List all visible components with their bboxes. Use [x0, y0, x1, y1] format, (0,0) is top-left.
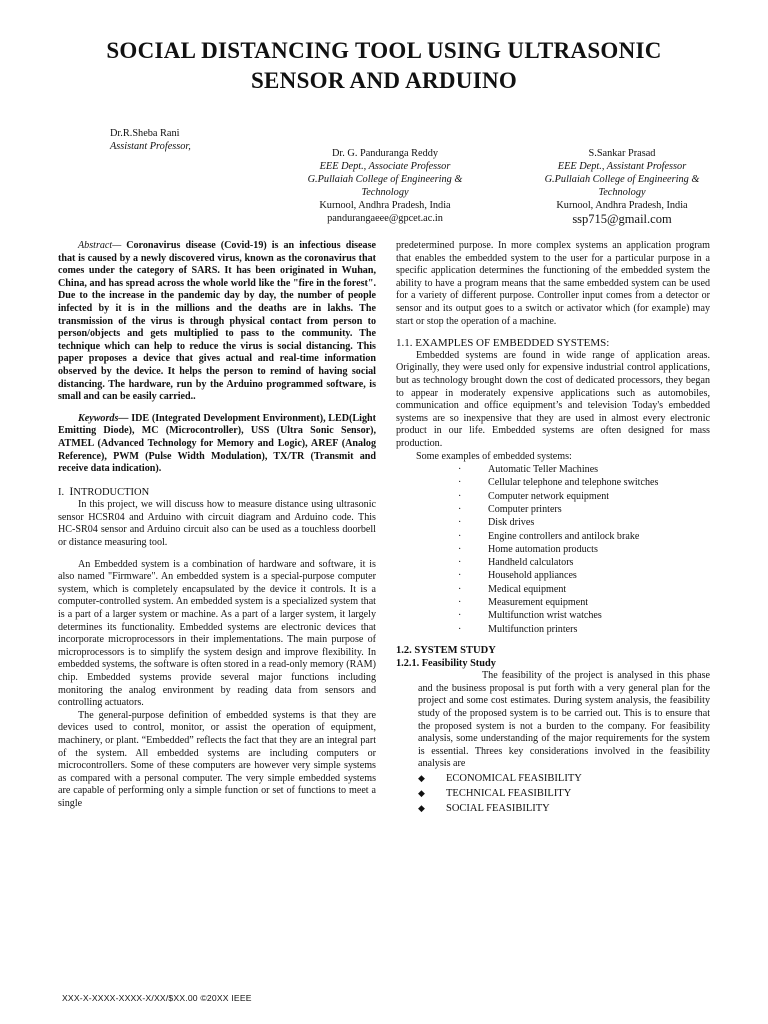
bullet: · [458, 570, 462, 582]
bullet: · [458, 530, 462, 542]
list-item-text: ECONOMICAL FEASIBILITY [446, 772, 582, 784]
bullet: · [458, 557, 462, 569]
bullet: · [458, 477, 462, 489]
examples-paragraph: Embedded systems are found in wide range of application areas. Originally, they were used only for expensive industrial control applications, but as technology brought down the cost of dedicated processors, they began to appear in moderately expensive applications such as automobiles, communication and office equipment’s and television Today's embedded systems are so inexpensive that they are used in almost every electronic product in our life. Embedded systems are often designed for mass production. [396, 349, 710, 449]
paper-title [30, 36, 738, 96]
feasibility-study-heading: 1.2.1. Feasibility Study [396, 657, 496, 669]
intro-paragraph-2: An Embedded system is a combination of hardware and software, it is also named "Firmware". An embedded system is a special-purpose computer system, which is completely encapsulated by the device it controls. It is a computer-controlled system. An embedded system is a specialized system that is a part of a larger system or machine. As a part of a larger system, it largely determines its functionality. Embedded systems are electronic devices that incorporate microprocessors in their implementations. The main purpose of microprocessors is to simplify the system design and improve flexibility. In embedded systems, the software is often stored in a read-only memory (RAM) chip. Embedded systems provide several major functions including monitoring the analog environment by reading data from sensors and controlling actuators. [58, 558, 376, 709]
title-line-1: SOCIAL DISTANCING TOOL USING ULTRASONIC [106, 38, 662, 63]
title-line-2: SENSOR AND ARDUINO [250, 68, 518, 93]
list-item [418, 786, 710, 801]
intro-paragraph-3: The general-purpose definition of embedded systems is that they are devices used to control, monitor, or assist the operation of equipment, machinery, or plant. “Embedded” reflects the fact that they are an integral part of the system. All embedded systems are including computers or microcontrollers. Some of these computers are however very simple systems as compared with a personal computer. The very simple embedded systems are capable of performing only a simple function or set of functions to meet a single [58, 709, 376, 809]
list-item-text: Multifunction wrist watches [488, 610, 602, 622]
list-item [396, 530, 710, 543]
feasibility-list [396, 771, 710, 816]
author-block-1 [110, 127, 250, 153]
section-heading-rest: NTRODUCTION [73, 486, 150, 498]
author-name: S.Sankar Prasad [588, 148, 656, 159]
author-role: EEE Dept., Assistant Professor [557, 161, 687, 172]
examples-list-intro: Some examples of embedded systems: [416, 450, 572, 462]
abstract-label: Abstract— [78, 240, 122, 251]
system-study-heading: 1.2. SYSTEM STUDY [396, 644, 496, 656]
intro-paragraph-3-cont: predetermined purpose. In more complex systems an application program that enables the embedded system to the user for a particular purpose in a specific application determines the functioning of the embedded system the ability to have a program means that the same embedded system can be used for a variety of different purpose. Controller input comes from a detector or sensor and its output goes to a switch or activator which (for example) may start or stop the operation of a machine. [396, 240, 710, 327]
keywords-label: Keywords— [78, 412, 129, 424]
list-item-text: Multifunction printers [488, 623, 578, 635]
author-name: Dr.R.Sheba Rani [110, 128, 180, 139]
list-item [396, 569, 710, 582]
author-college-cont: Technology [598, 187, 646, 198]
list-item [396, 503, 710, 516]
diamond-bullet-icon: ◆ [418, 787, 425, 798]
list-item-text: Measurement equipment [488, 597, 589, 609]
list-item-text: Disk drives [488, 517, 535, 529]
author-location: Kurnool, Andhra Pradesh, India [319, 200, 451, 211]
keywords [58, 413, 376, 476]
bullet: · [458, 490, 462, 502]
author-location: Kurnool, Andhra Pradesh, India [556, 200, 688, 211]
list-item-text: TECHNICAL FEASIBILITY [446, 787, 572, 799]
list-item-text: SOCIAL FEASIBILITY [446, 802, 550, 814]
diamond-bullet-icon: ◆ [418, 802, 425, 813]
author-email: pandurangaeee@gpcet.ac.in [327, 213, 443, 224]
list-item [396, 476, 710, 489]
left-column [58, 240, 376, 811]
list-item-text: Handheld calculators [488, 557, 574, 569]
list-item-text: Household appliances [488, 570, 577, 582]
diamond-bullet-icon: ◆ [418, 772, 425, 783]
list-item-text: Home automation products [488, 543, 598, 555]
list-item [396, 623, 710, 636]
feasibility-paragraph [418, 670, 710, 771]
list-item-text: Cellular telephone and telephone switches [488, 477, 659, 489]
list-item [396, 596, 710, 609]
list-item [396, 516, 710, 529]
list-item [418, 801, 710, 816]
list-item-text: Computer network equipment [488, 490, 610, 502]
keywords-text: IDE (Integrated Development Environment), LED(Light Emitting Diode), MC (Microcontroller), USS (Ultra Sonic Sensor), ATMEL (Advanced Technology for Memory and Logic), AREF (Analog Reference), PWM (Pulse Width Modulation), TX/TR (Transmit and receive data indication). [58, 412, 376, 475]
abstract-text: Coronavirus disease (Covid-19) is an infectious disease that is caused by a newly discovered virus, known as the coronavirus that comes under the category of SARS. It has been originated in Wuhan, China, and has spread across the whole world like the "fire in the forest". Due to the increase in the pandemic day by day, the number of people infected by it is in the millions and the deaths are in lakhs. The transmission of the virus is through physical contact from person to person/objects and gets multiplied to pass to the community. The technique which can help to reduce the virus is social distancing. This paper proposes a device that gives actual and real-time information observed by the device. It helps the person to remind of having social distancing. The hardware, run by the Arduino programmed software, is small and can be easily carried.. [58, 240, 376, 403]
section-numeral: I. [58, 486, 65, 498]
section-heading-introduction [58, 485, 376, 500]
list-item [396, 463, 710, 476]
examples-heading: 1.1. EXAMPLES OF EMBEDDED SYSTEMS: [396, 337, 610, 350]
right-column [396, 240, 710, 816]
author-college-cont: Technology [361, 187, 409, 198]
list-item-text: Engine controllers and antilock brake [488, 530, 640, 542]
author-block-3 [522, 147, 722, 227]
bullet: · [458, 517, 462, 529]
list-item-text: Automatic Teller Machines [488, 464, 599, 476]
list-item-text: Computer printers [488, 503, 562, 515]
list-item [396, 556, 710, 569]
bullet: · [458, 464, 462, 476]
author-name: Dr. G. Panduranga Reddy [331, 148, 439, 159]
bullet: · [458, 503, 462, 515]
copyright-footer: XXX-X-XXXX-XXXX-X/XX/$XX.00 ©20XX IEEE [62, 993, 252, 1003]
author-college: G.Pullaiah College of Engineering & [544, 174, 700, 185]
bullet: · [458, 583, 462, 595]
author-college: G.Pullaiah College of Engineering & [307, 174, 463, 185]
bullet: · [458, 610, 462, 622]
list-item [396, 490, 710, 503]
examples-list [396, 463, 710, 636]
author-role: Assistant Professor, [110, 141, 191, 152]
section-cap-letter: I [69, 483, 74, 498]
list-item [418, 771, 710, 786]
bullet: · [458, 623, 462, 635]
intro-paragraph-1: In this project, we will discuss how to measure distance using ultrasonic sensor HCSR04 and Arduino with circuit diagram and Arduino code. This HC-SR04 sensor and Arduino circuit also can be used as a touchless doorbell or distance measuring tool. [58, 499, 376, 549]
list-item [396, 543, 710, 556]
abstract [58, 240, 376, 404]
author-email: ssp715@gmail.com [572, 212, 672, 226]
bullet: · [458, 597, 462, 609]
author-block-2 [290, 147, 480, 225]
list-item [396, 583, 710, 596]
feasibility-text: The feasibility of the project is analysed in this phase and the business proposal is put forth with a very general plan for the project and some cost estimates. During system analysis, the feasibility study of the proposed system is to be carried out. This is to ensure that the proposed system is not a burden to the company. For feasibility analysis, some understanding of the major requirements for the system is essential. Threes key considerations involved in the feasibility analysis are [418, 670, 710, 770]
list-item-text: Medical equipment [488, 583, 567, 595]
list-item [396, 609, 710, 622]
author-role: EEE Dept., Associate Professor [319, 161, 451, 172]
bullet: · [458, 543, 462, 555]
